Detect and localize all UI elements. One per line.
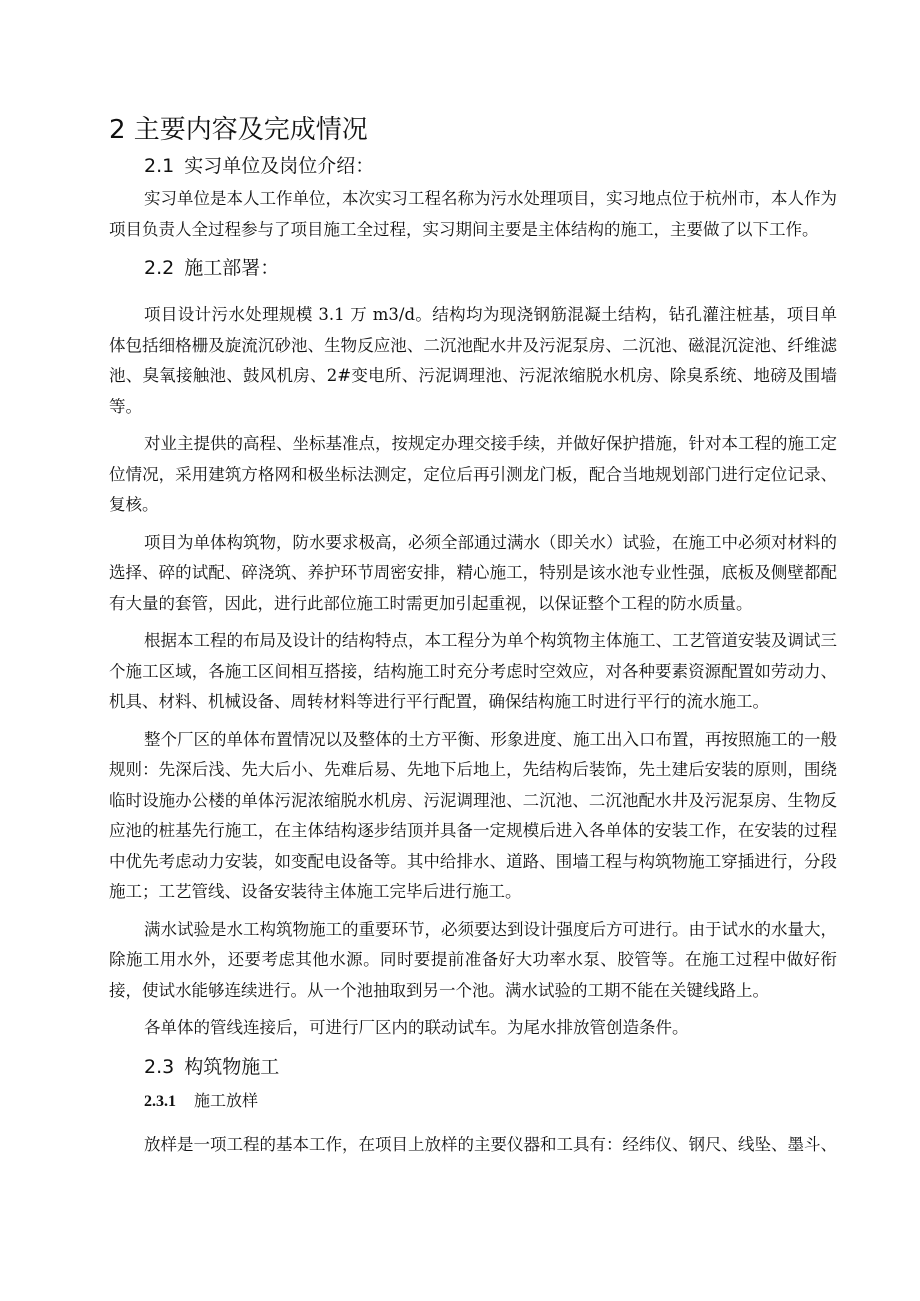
section-2-2-number: 2.2 xyxy=(144,257,175,279)
section-2-heading xyxy=(109,112,837,148)
paragraph: 项目为单体构筑物，防水要求极高，必须全部通过满水（即关水）试验，在施工中必须对材料的选择、碎的试配、碎浇筑、养护环节周密安排，精心施工，特别是该水池专业性强，底板及侧壁都配有大量的套管，因此，进行此部位施工时需更加引起重视，以保证整个工程的防水质量。 xyxy=(109,532,837,613)
paragraph: 对业主提供的高程、坐标基准点，按规定办理交接手续，并做好保护措施，针对本工程的施工定位情况，采用建筑方格网和极坐标法测定，定位后再引测龙门板，配合当地规划部门进行定位记录、复核。 xyxy=(109,434,837,514)
section-2-3-number: 2.3 xyxy=(144,1055,175,1078)
paragraph: 整个厂区的单体布置情况以及整体的土方平衡、形象进度、施工出入口布置，再按照施工的一般规则：先深后浅、先大后小、先难后易、先地下后地上，先结构后装饰，先土建后安装的原则，围绕临时设施办公楼的单体污泥浓缩脱水机房、污泥调理池、二沉池、二沉池配水井及污泥泵房、生物反应池的桩基先行施工，在主体结构逐步结顶并具备一定规模后进入各单体的安装工作，在安装的过程中优先考虑动力安装，如变配电设备等。其中给排水、道路、围墙工程与构筑物施工穿插进行，分段施工；工艺管线、设备安装待主体施工完毕后进行施工。 xyxy=(109,729,837,901)
section-2-1-title: 实习单位及岗位介绍： xyxy=(184,155,375,177)
section-2-3-1-heading xyxy=(144,1087,837,1116)
section-2-2-title: 施工部署： xyxy=(184,257,280,279)
paragraph: 项目设计污水处理规模 3.1 万 m3/d。结构均为现浇钢筋混凝土结构，钻孔灌注桩基，项目单体包括细格栅及旋流沉砂池、生物反应池、二沉池配水井及污泥泵房、二沉池、磁混沉淀池、纤维滤池、臭氧接触池、鼓风机房、2#变电所、污泥调理池、污泥浓缩脱水机房、除臭系统、地磅及围墙等。 xyxy=(109,305,837,416)
section-2-title: 2 主要内容及完成情况 xyxy=(109,115,368,145)
section-2-1-number: 2.1 xyxy=(144,155,175,177)
paragraph: 满水试验是水工构筑物施工的重要环节，必须要达到设计强度后方可进行。由于试水的水量大，除施工用水外，还要考虑其他水源。同时要提前准备好大功率水泵、胶管等。在施工过程中做好衔接，使试水能够连续进行。从一个池抽取到另一个池。满水试验的工期不能在关键线路上。 xyxy=(109,919,837,1000)
section-2-2-heading xyxy=(144,252,837,284)
document-page xyxy=(109,112,837,1167)
section-2-3-heading xyxy=(144,1051,837,1083)
section-2-3-1-number: 2.3.1 xyxy=(144,1092,176,1110)
paragraph: 根据本工程的布局及设计的结构特点，本工程分为单个构筑物主体施工、工艺管道安装及调试三个施工区域，各施工区间相互搭接，结构施工时充分考虑时空效应，对各种要素资源配置如劳动力、机具、材料、机械设备、周转材料等进行平行配置，确保结构施工时进行平行的流水施工。 xyxy=(109,631,837,711)
paragraph: 实习单位是本人工作单位，本次实习工程名称为污水处理项目，实习地点位于杭州市，本人作为项目负责人全过程参与了项目施工全过程，实习期间主要是主体结构的施工，主要做了以下工作。 xyxy=(109,189,837,239)
paragraph: 各单体的管线连接后，可进行厂区内的联动试车。为尾水排放管创造条件。 xyxy=(144,1018,689,1037)
paragraph: 放样是一项工程的基本工作，在项目上放样的主要仪器和工具有：经纬仪、钢尺、线坠、墨斗、 xyxy=(144,1134,837,1154)
section-2-1-heading xyxy=(144,150,837,182)
section-2-3-title: 构筑物施工 xyxy=(184,1055,280,1078)
section-2-3-1-title: 施工放样 xyxy=(194,1090,259,1110)
